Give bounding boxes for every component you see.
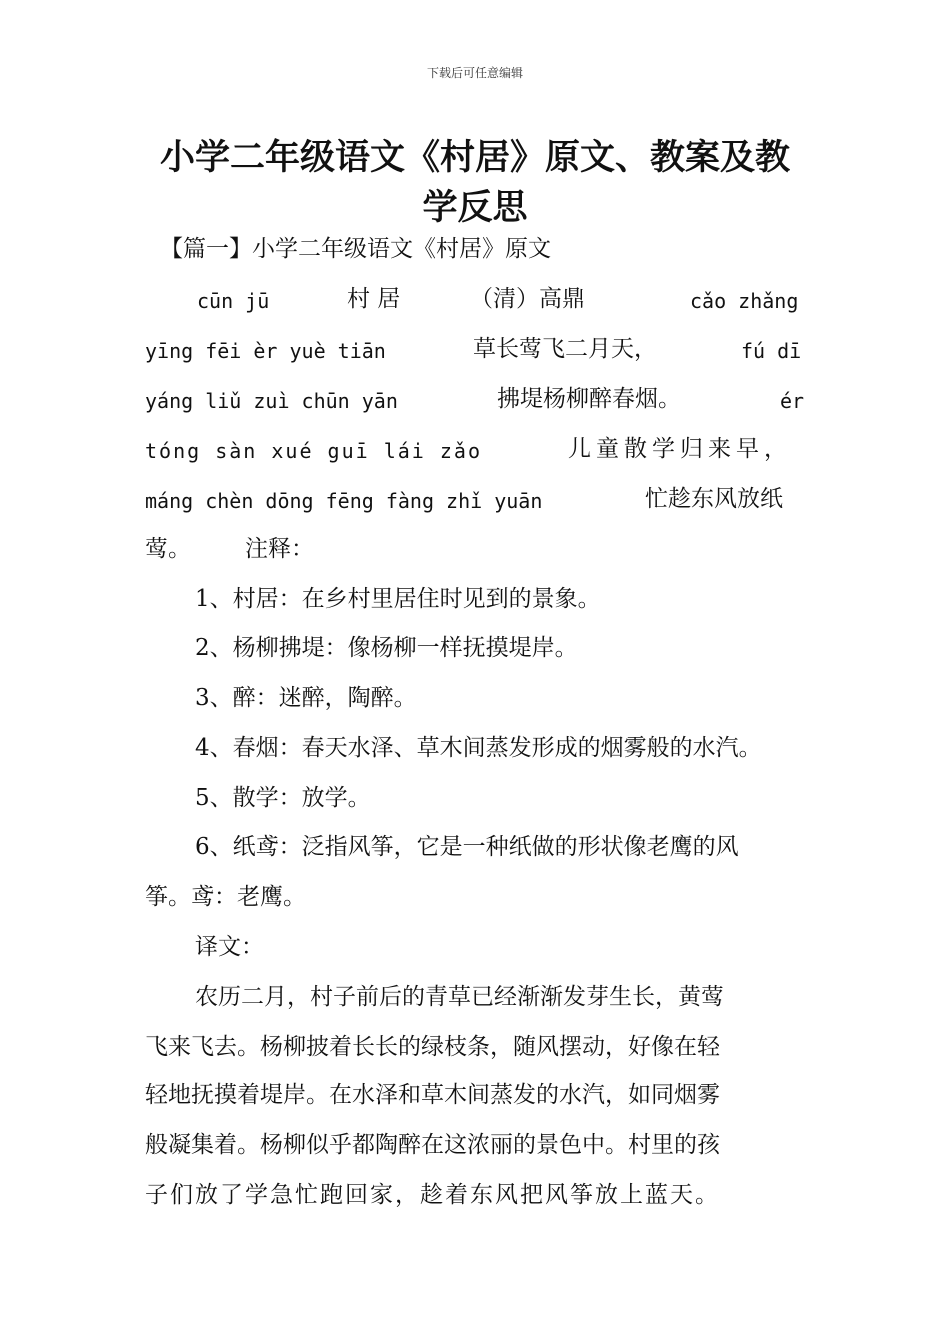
- poem-author: （清）高鼎: [470, 286, 585, 312]
- translation-line: 般凝集着。杨柳似乎都陶醉在这浓丽的景色中。村里的孩: [145, 1132, 720, 1158]
- note-item: 1、村居：在乡村里居住时见到的景象。: [195, 586, 601, 612]
- translation-label: 译文：: [195, 934, 264, 960]
- header-note: 下载后可任意编辑: [426, 66, 523, 80]
- translation-line: 子们放了学急忙跑回家，趁着东风把风筝放上蓝天。: [145, 1182, 720, 1208]
- poem-pinyin: ér: [780, 389, 805, 413]
- poem-title: 村 居: [347, 286, 401, 312]
- translation-line: 农历二月，村子前后的青草已经渐渐发芽生长，黄莺: [195, 984, 724, 1010]
- poem-pinyin: máng chèn dōng fēng fàng zhǐ yuān: [145, 489, 543, 513]
- note-item: 2、杨柳拂堤：像杨柳一样抚摸堤岸。: [195, 635, 578, 661]
- note-item-continued: 筝。鸢：老鹰。: [145, 884, 306, 910]
- poem-title-pinyin: cūn jū: [197, 289, 270, 313]
- translation-line: 轻地抚摸着堤岸。在水泽和草木间蒸发的水汽，如同烟雾: [145, 1082, 720, 1108]
- poem-pinyin: cǎo zhǎng: [690, 289, 799, 313]
- poem-pinyin: fú dī: [741, 339, 802, 363]
- poem-line-1: 草长莺飞二月天，: [473, 336, 657, 362]
- notes-label: 注释：: [245, 536, 314, 562]
- note-item: 6、纸鸢：泛指风筝，它是一种纸做的形状像老鹰的风: [195, 834, 739, 860]
- document-title-line-1: 小学二年级语文《村居》原文、教案及教: [159, 138, 790, 178]
- poem-line-4-end: 莺。: [145, 536, 191, 562]
- poem-pinyin: tóng sàn xué guī lái zǎo: [145, 439, 482, 463]
- note-item: 3、醉：迷醉，陶醉。: [195, 685, 417, 711]
- poem-pinyin: yīng fēi èr yuè tiān: [145, 339, 386, 363]
- translation-line: 飞来飞去。杨柳披着长长的绿枝条，随风摆动，好像在轻: [145, 1034, 720, 1060]
- poem-line-2: 拂堤杨柳醉春烟。: [497, 386, 681, 412]
- note-item: 4、春烟：春天水泽、草木间蒸发形成的烟雾般的水汽。: [195, 735, 762, 761]
- section-heading: 【篇一】小学二年级语文《村居》原文: [160, 236, 551, 262]
- poem-pinyin: yáng liǔ zuì chūn yān: [145, 389, 398, 413]
- poem-line-3: 儿童散学归来早，: [568, 436, 792, 462]
- poem-line-4: 忙趁东风放纸: [645, 486, 783, 512]
- document-title-line-2: 学反思: [422, 188, 528, 228]
- note-item: 5、散学：放学。: [195, 785, 371, 811]
